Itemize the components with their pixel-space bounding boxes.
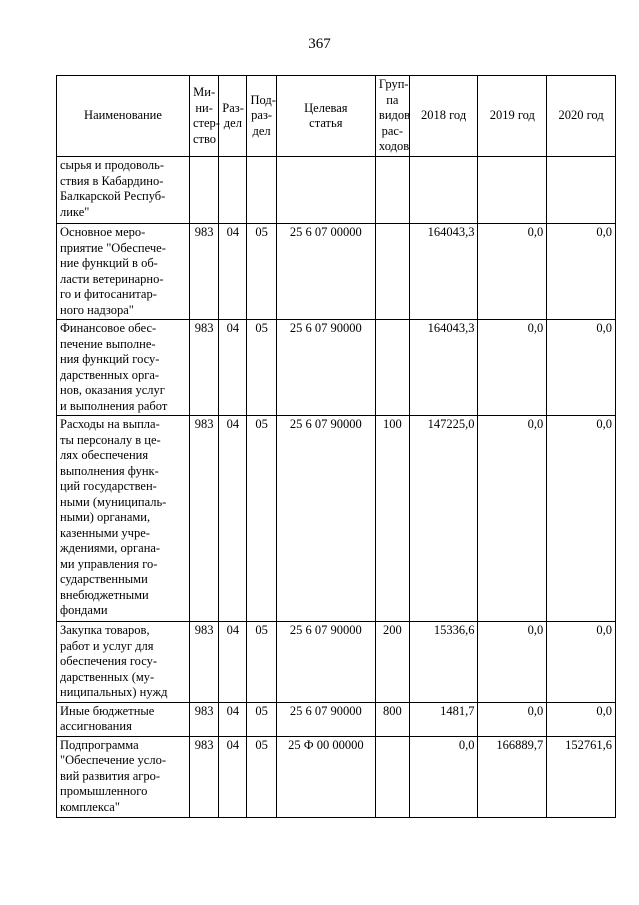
row-target: 25 6 07 90000 bbox=[276, 622, 375, 703]
page-number: 367 bbox=[308, 36, 331, 52]
row-group bbox=[375, 224, 409, 320]
table-row bbox=[57, 224, 616, 320]
row-ministry: 983 bbox=[189, 416, 218, 622]
row-group: 200 bbox=[375, 622, 409, 703]
row-group bbox=[375, 157, 409, 224]
row-2019: 0,0 bbox=[478, 702, 547, 736]
row-2019: 0,0 bbox=[478, 224, 547, 320]
row-target: 25 6 07 90000 bbox=[276, 416, 375, 622]
header-target: Целевая статья bbox=[276, 76, 375, 157]
table-header-row bbox=[57, 76, 616, 157]
row-target: 25 6 07 90000 bbox=[276, 320, 375, 416]
row-2019: 0,0 bbox=[478, 320, 547, 416]
header-name: Наименование bbox=[57, 76, 190, 157]
row-group bbox=[375, 736, 409, 817]
row-2018: 1481,7 bbox=[409, 702, 478, 736]
row-2019: 166889,7 bbox=[478, 736, 547, 817]
table-row bbox=[57, 702, 616, 736]
row-section: 04 bbox=[219, 224, 247, 320]
row-2020: 0,0 bbox=[547, 702, 616, 736]
budget-table bbox=[56, 75, 616, 818]
row-name: Финансовое обес- печение выполне- ния функций госу- дарственных орга- нов, оказания услуг и выполнения работ bbox=[57, 320, 190, 416]
row-2020: 0,0 bbox=[547, 320, 616, 416]
row-section: 04 bbox=[219, 320, 247, 416]
row-section: 04 bbox=[219, 416, 247, 622]
row-subsection: 05 bbox=[247, 224, 276, 320]
row-group: 100 bbox=[375, 416, 409, 622]
row-section bbox=[219, 157, 247, 224]
row-2018: 147225,0 bbox=[409, 416, 478, 622]
row-2018 bbox=[409, 157, 478, 224]
row-2018: 15336,6 bbox=[409, 622, 478, 703]
row-subsection: 05 bbox=[247, 702, 276, 736]
header-2019: 2019 год bbox=[478, 76, 547, 157]
row-2019: 0,0 bbox=[478, 622, 547, 703]
row-2018: 164043,3 bbox=[409, 320, 478, 416]
table-row bbox=[57, 157, 616, 224]
row-2020: 0,0 bbox=[547, 224, 616, 320]
row-section: 04 bbox=[219, 736, 247, 817]
row-2019 bbox=[478, 157, 547, 224]
row-name: Иные бюджетные ассигнования bbox=[57, 702, 190, 736]
row-2020: 0,0 bbox=[547, 416, 616, 622]
row-ministry: 983 bbox=[189, 224, 218, 320]
row-ministry: 983 bbox=[189, 622, 218, 703]
row-2020: 0,0 bbox=[547, 622, 616, 703]
row-target bbox=[276, 157, 375, 224]
row-target: 25 6 07 00000 bbox=[276, 224, 375, 320]
row-group: 800 bbox=[375, 702, 409, 736]
table-row bbox=[57, 320, 616, 416]
row-name: Расходы на выпла- ты персоналу в це- лях обеспечения выполнения функ- ций государствен- ными (муниципаль- ными) органами, казенными учре- ждениями, органа- ми управления го- сударственными внебюджетными фондами bbox=[57, 416, 190, 622]
header-group: Груп- па видов рас- ходов bbox=[375, 76, 409, 157]
row-subsection: 05 bbox=[247, 416, 276, 622]
row-2020: 152761,6 bbox=[547, 736, 616, 817]
header-2018: 2018 год bbox=[409, 76, 478, 157]
row-2019: 0,0 bbox=[478, 416, 547, 622]
header-ministry: Ми- ни- стер- ство bbox=[189, 76, 218, 157]
row-ministry: 983 bbox=[189, 320, 218, 416]
row-section: 04 bbox=[219, 622, 247, 703]
row-group bbox=[375, 320, 409, 416]
row-2018: 0,0 bbox=[409, 736, 478, 817]
table-row bbox=[57, 736, 616, 817]
header-section: Раз- дел bbox=[219, 76, 247, 157]
table-row bbox=[57, 622, 616, 703]
row-name: Закупка товаров, работ и услуг для обеспечения госу- дарственных (му- ниципальных) нужд bbox=[57, 622, 190, 703]
row-section: 04 bbox=[219, 702, 247, 736]
header-subsection: Под- раз- дел bbox=[247, 76, 276, 157]
row-name: сырья и продоволь- ствия в Кабардино- Балкарской Респуб- лике" bbox=[57, 157, 190, 224]
row-subsection: 05 bbox=[247, 320, 276, 416]
row-name: Подпрограмма "Обеспечение усло- вий развития агро- промышленного комплекса" bbox=[57, 736, 190, 817]
header-2020: 2020 год bbox=[547, 76, 616, 157]
row-target: 25 Ф 00 00000 bbox=[276, 736, 375, 817]
row-subsection bbox=[247, 157, 276, 224]
row-ministry bbox=[189, 157, 218, 224]
row-name: Основное меро- приятие "Обеспече- ние функций в об- ласти ветеринарно- го и фитосанитар- ного надзора" bbox=[57, 224, 190, 320]
row-target: 25 6 07 90000 bbox=[276, 702, 375, 736]
row-2018: 164043,3 bbox=[409, 224, 478, 320]
row-ministry: 983 bbox=[189, 702, 218, 736]
row-subsection: 05 bbox=[247, 622, 276, 703]
row-subsection: 05 bbox=[247, 736, 276, 817]
row-2020 bbox=[547, 157, 616, 224]
table-row bbox=[57, 416, 616, 622]
row-ministry: 983 bbox=[189, 736, 218, 817]
